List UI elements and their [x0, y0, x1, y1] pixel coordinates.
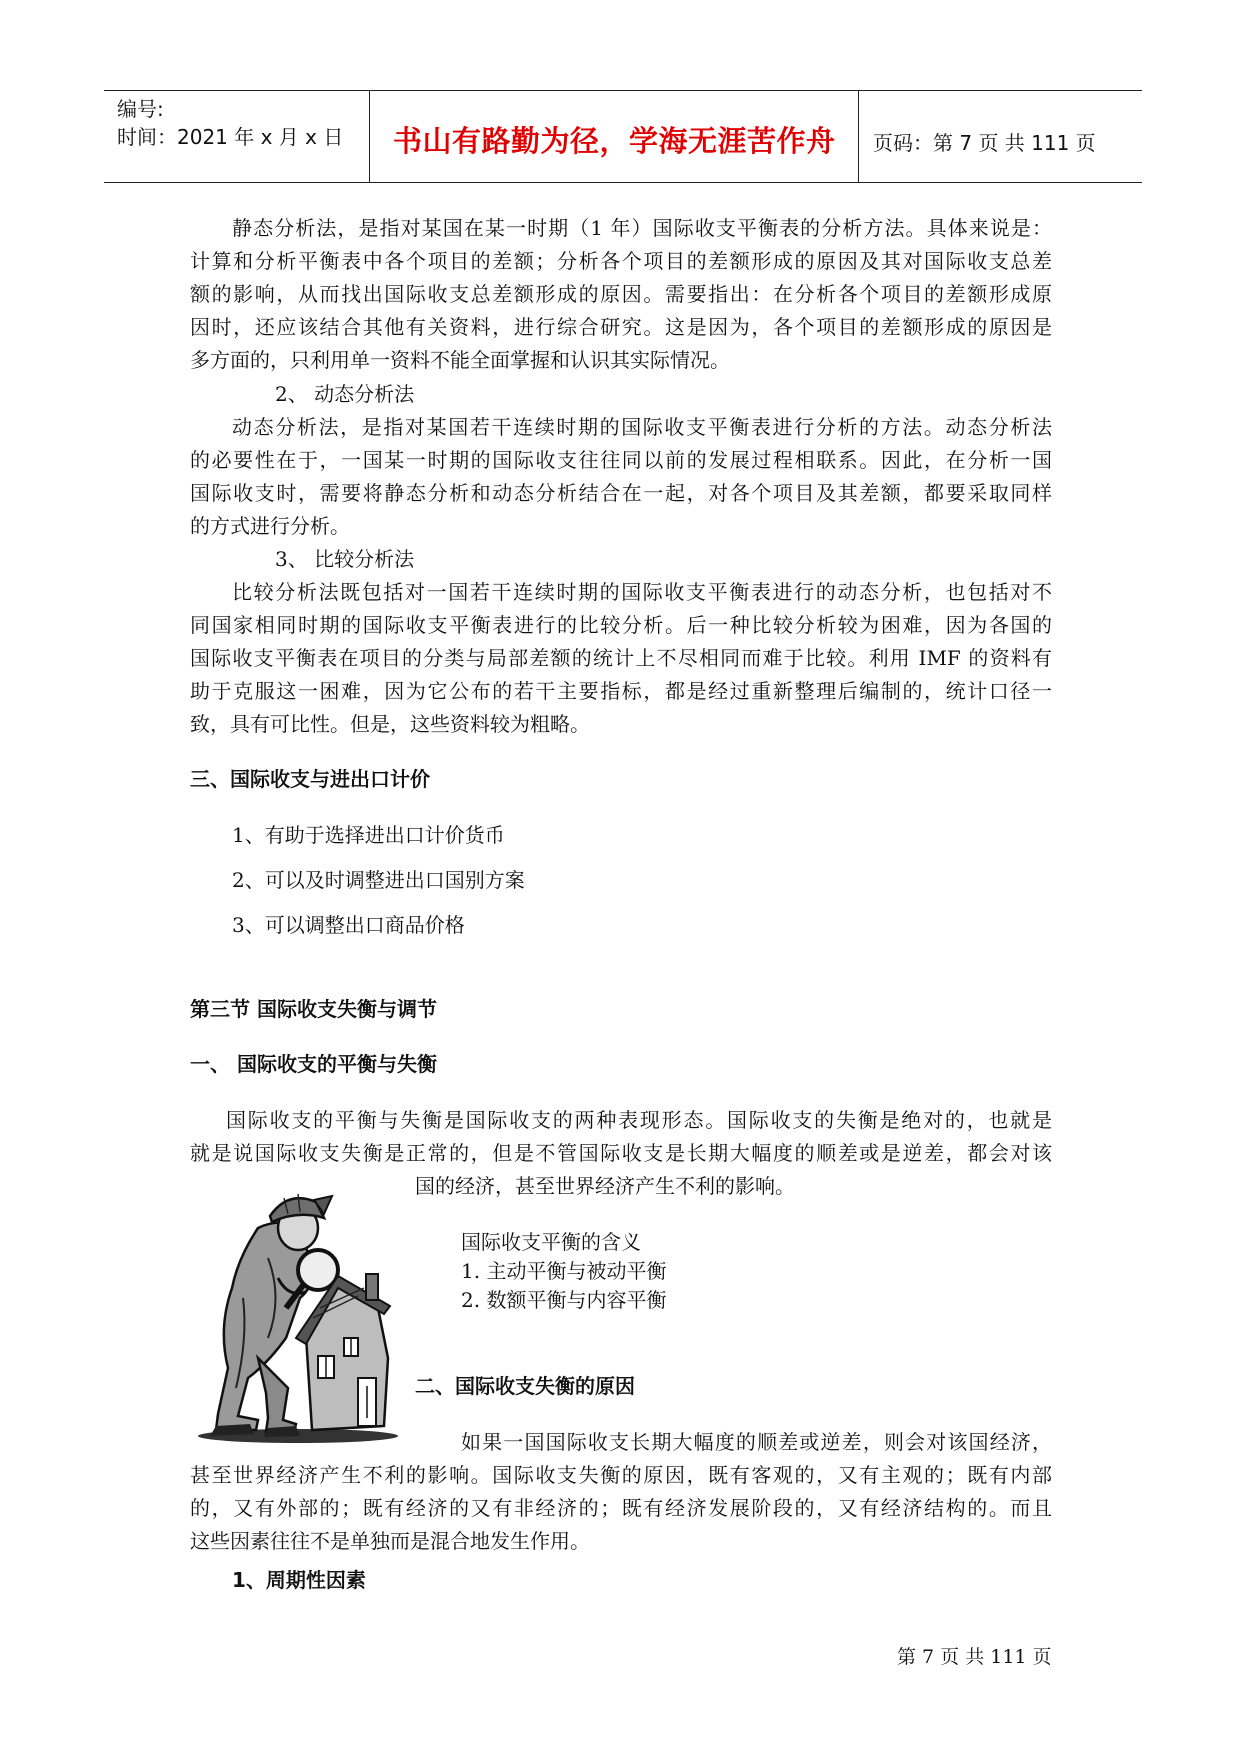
paragraph-line: 国的经济，甚至世界经济产生不利的影响。: [415, 1174, 795, 1198]
header-page-label: 页码：第 7 页 共 111 页: [873, 131, 1096, 155]
list-item: 1、有助于选择进出口计价货币: [232, 823, 505, 847]
paragraph-line: 国际收支时，需要将静态分析和动态分析结合在一起，对各个项目及其差额，都要采取同样: [190, 481, 1052, 505]
paragraph-line: 如果一国国际收支长期大幅度的顺差或逆差，则会对该国经济，: [461, 1430, 1052, 1454]
document-number-label: 编号:: [117, 97, 164, 121]
document-time-label: 时间：2021 年 x 月 x 日: [117, 125, 344, 149]
paragraph-line: 国际收支的平衡与失衡是国际收支的两种表现形态。国际收支的失衡是绝对的，也就是: [226, 1108, 1052, 1132]
subsection-heading-causes: 二、国际收支失衡的原因: [415, 1374, 635, 1398]
paragraph-line: 额的影响，从而找出国际收支总差额形成的原因。需要指出：在分析各个项目的差额形成原: [190, 282, 1052, 306]
list-item: 3、可以调整出口商品价格: [232, 913, 465, 937]
paragraph-line: 比较分析法既包括对一国若干连续时期的国际收支平衡表进行的动态分析，也包括对不: [232, 580, 1052, 604]
subsection-heading-cyclical: 1、周期性因素: [232, 1568, 366, 1592]
paragraph-line: 因时，还应该结合其他有关资料，进行综合研究。这是因为，各个项目的差额形成的原因是: [190, 315, 1052, 339]
list-item: 1. 主动平衡与被动平衡: [461, 1259, 667, 1283]
paragraph-line: 国际收支平衡表在项目的分类与局部差额的统计上不尽相同而难于比较。利用 IMF 的资料有: [190, 646, 1052, 670]
paragraph-line: 甚至世界经济产生不利的影响。国际收支失衡的原因，既有客观的，又有主观的；既有内部: [190, 1463, 1052, 1487]
header-divider-right: [858, 90, 859, 182]
chapter-title: 第三节 国际收支失衡与调节: [190, 997, 437, 1021]
paragraph-line: 这些因素往往不是单独而是混合地发生作用。: [190, 1529, 590, 1553]
paragraph-line: 的方式进行分析。: [190, 514, 350, 538]
paragraph-line: 的，又有外部的；既有经济的又有非经济的；既有经济发展阶段的，又有经济结构的。而且: [190, 1496, 1052, 1520]
header-top-rule: [104, 90, 1142, 91]
section-heading-dynamic: 2、 动态分析法: [275, 382, 415, 406]
footer-page-number: 第 7 页 共 111 页: [897, 1646, 1052, 1668]
section-heading-compare: 3、 比较分析法: [275, 547, 415, 571]
list-item: 2. 数额平衡与内容平衡: [461, 1288, 667, 1312]
header-divider-left: [369, 90, 370, 182]
paragraph-line: 助于克服这一困难，因为它公布的若干主要指标，都是经过重新整理后编制的，统计口径一: [190, 679, 1052, 703]
balance-definition-title: 国际收支平衡的含义: [461, 1230, 641, 1254]
header-bottom-rule: [104, 182, 1142, 183]
paragraph-line: 致，具有可比性。但是，这些资料较为粗略。: [190, 712, 590, 736]
section-heading-pricing: 三、国际收支与进出口计价: [190, 767, 430, 791]
paragraph-line: 多方面的，只利用单一资料不能全面掌握和认识其实际情况。: [190, 348, 730, 372]
detective-inspecting-house-icon: [188, 1188, 398, 1444]
paragraph-line: 就是说国际收支失衡是正常的，但是不管国际收支是长期大幅度的顺差或是逆差，都会对该: [190, 1141, 1052, 1165]
paragraph-line: 动态分析法，是指对某国若干连续时期的国际收支平衡表进行分析的方法。动态分析法: [232, 415, 1052, 439]
list-item: 2、可以及时调整进出口国别方案: [232, 868, 525, 892]
subsection-heading-balance: 一、 国际收支的平衡与失衡: [190, 1052, 437, 1076]
paragraph-line: 同国家相同时期的国际收支平衡表进行的比较分析。后一种比较分析较为困难，因为各国的: [190, 613, 1052, 637]
paragraph-line: 计算和分析平衡表中各个项目的差额；分析各个项目的差额形成的原因及其对国际收支总差: [190, 249, 1052, 273]
paragraph-line: 静态分析法，是指对某国在某一时期（1 年）国际收支平衡表的分析方法。具体来说是：: [232, 216, 1052, 240]
header-motto: 书山有路勤为径，学海无涯苦作舟: [393, 124, 836, 158]
paragraph-line: 的必要性在于，一国某一时期的国际收支往往同以前的发展过程相联系。因此，在分析一国: [190, 448, 1052, 472]
